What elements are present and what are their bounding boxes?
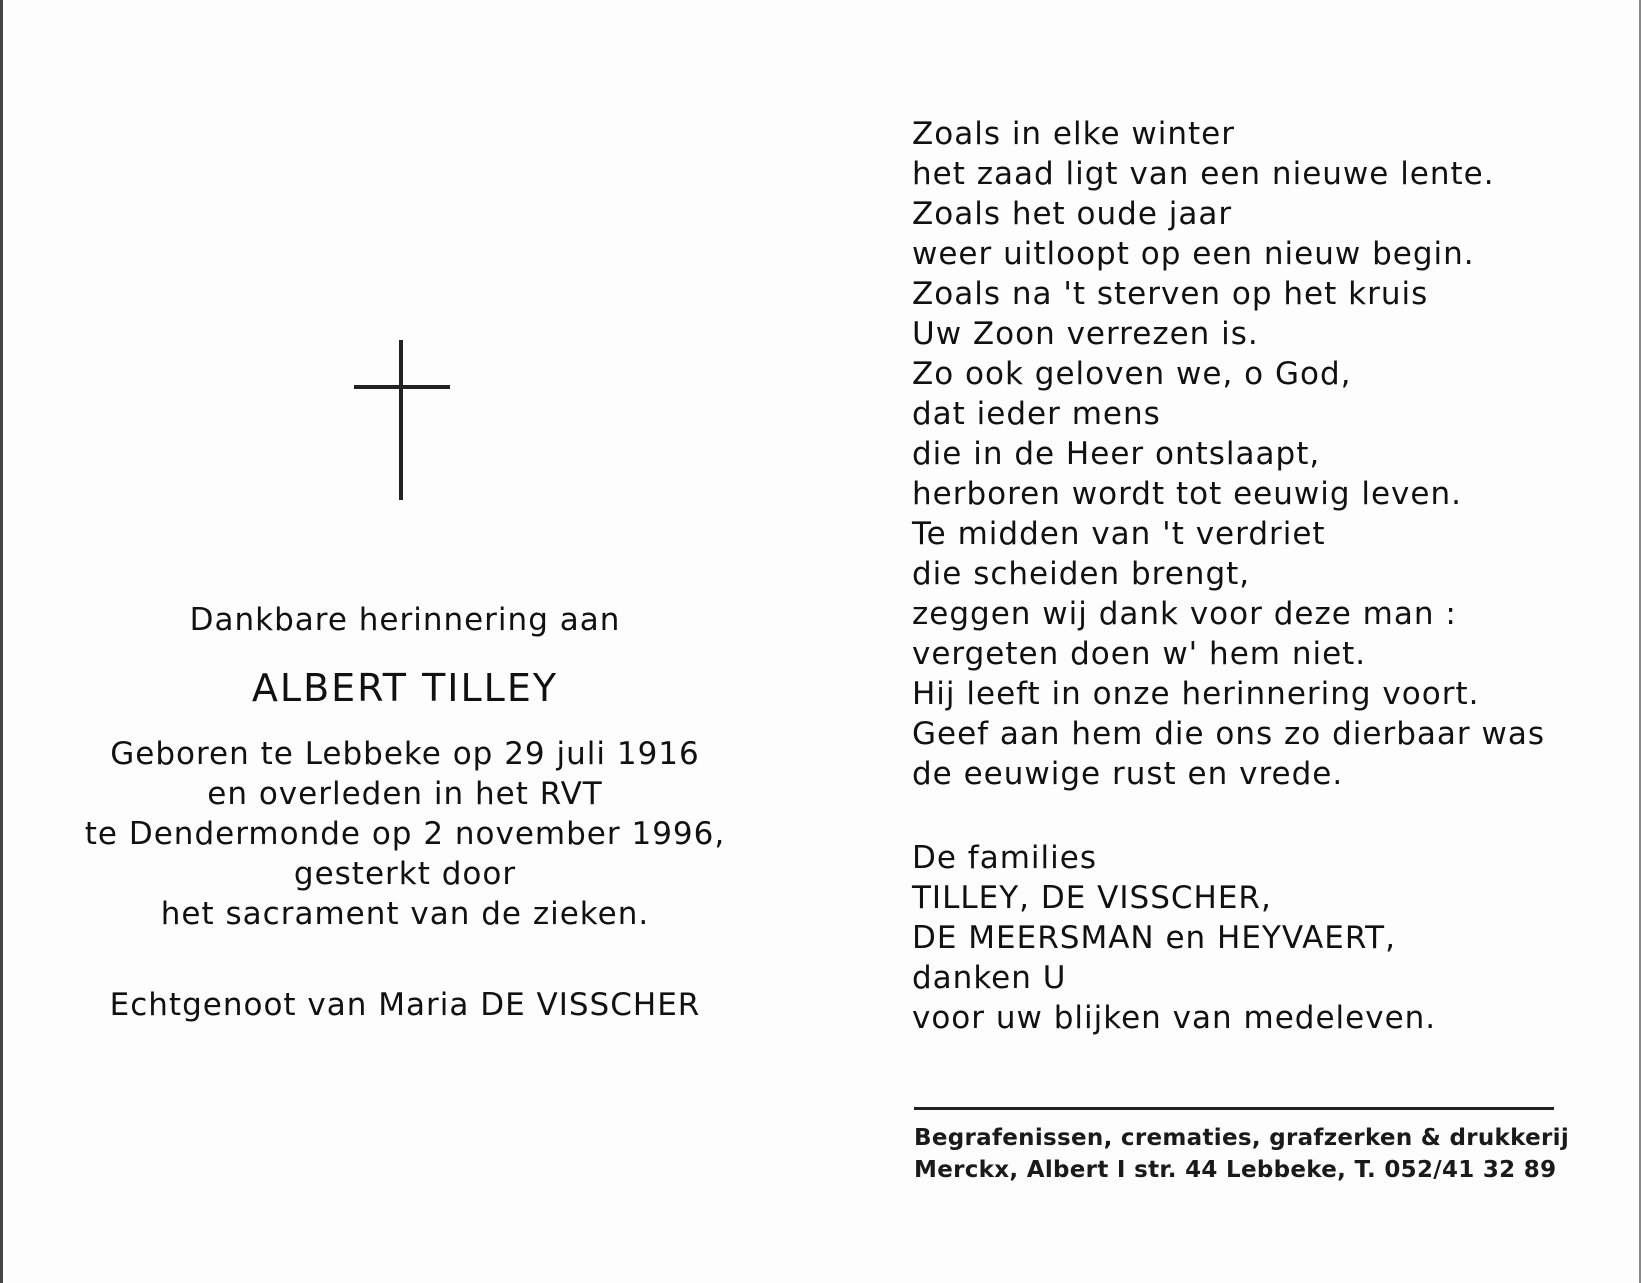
poem-line: Uw Zoon verrezen is. — [912, 316, 1259, 352]
biography — [60, 734, 750, 934]
poem-line: Hij leeft in onze herinnering voort. — [912, 676, 1480, 712]
poem-line: Te midden van 't verdriet — [912, 516, 1326, 552]
family-thanks — [912, 838, 1572, 1038]
family-line: danken U — [912, 960, 1067, 996]
poem-line: Zoals na 't sterven op het kruis — [912, 276, 1429, 312]
poem-line: het zaad ligt van een nieuwe lente. — [912, 156, 1495, 192]
intro-text: Dankbare herinnering aan — [189, 602, 621, 638]
bio-line: gesterkt door — [293, 856, 517, 892]
family-line: TILLEY, DE VISSCHER, — [912, 880, 1272, 916]
poem-line: Geef aan hem die ons zo dierbaar was — [912, 716, 1546, 752]
deceased-name: ALBERT TILLEY — [251, 666, 559, 710]
cross-icon — [354, 340, 450, 500]
poem — [912, 114, 1572, 794]
family-line: voor uw blijken van medeleven. — [912, 1000, 1437, 1036]
divider-rule — [914, 1107, 1554, 1110]
poem-line: weer uitloopt op een nieuw begin. — [912, 236, 1475, 272]
card-left-edge — [0, 0, 3, 1283]
bio-line: en overleden in het RVT — [207, 776, 603, 812]
poem-line: dat ieder mens — [912, 396, 1161, 432]
bio-line: Geboren te Lebbeke op 29 juli 1916 — [110, 736, 700, 772]
spouse-line: Echtgenoot van Maria DE VISSCHER — [109, 987, 701, 1023]
family-line: De families — [912, 840, 1097, 876]
cross-vertical-bar — [399, 340, 403, 500]
poem-line: Zoals in elke winter — [912, 116, 1235, 152]
printer-imprint — [914, 1122, 1570, 1186]
bio-line: te Dendermonde op 2 november 1996, — [84, 816, 726, 852]
poem-line: vergeten doen w' hem niet. — [912, 636, 1367, 672]
poem-line: de eeuwige rust en vrede. — [912, 756, 1344, 792]
poem-line: Zoals het oude jaar — [912, 196, 1233, 232]
family-line: DE MEERSMAN en HEYVAERT, — [912, 920, 1396, 956]
poem-line: zeggen wij dank voor deze man : — [912, 596, 1457, 632]
poem-line: die in de Heer ontslaapt, — [912, 436, 1321, 472]
poem-line: herboren wordt tot eeuwig leven. — [912, 476, 1462, 512]
poem-line: die scheiden brengt, — [912, 556, 1251, 592]
poem-line: Zo ook geloven we, o God, — [912, 356, 1352, 392]
printer-line: Begrafenissen, crematies, grafzerken & drukkerij — [914, 1125, 1570, 1151]
printer-line: Merckx, Albert I str. 44 Lebbeke, T. 052/41 32 89 — [914, 1157, 1557, 1183]
bio-line: het sacrament van de zieken. — [160, 896, 650, 932]
cross-horizontal-bar — [354, 385, 450, 389]
